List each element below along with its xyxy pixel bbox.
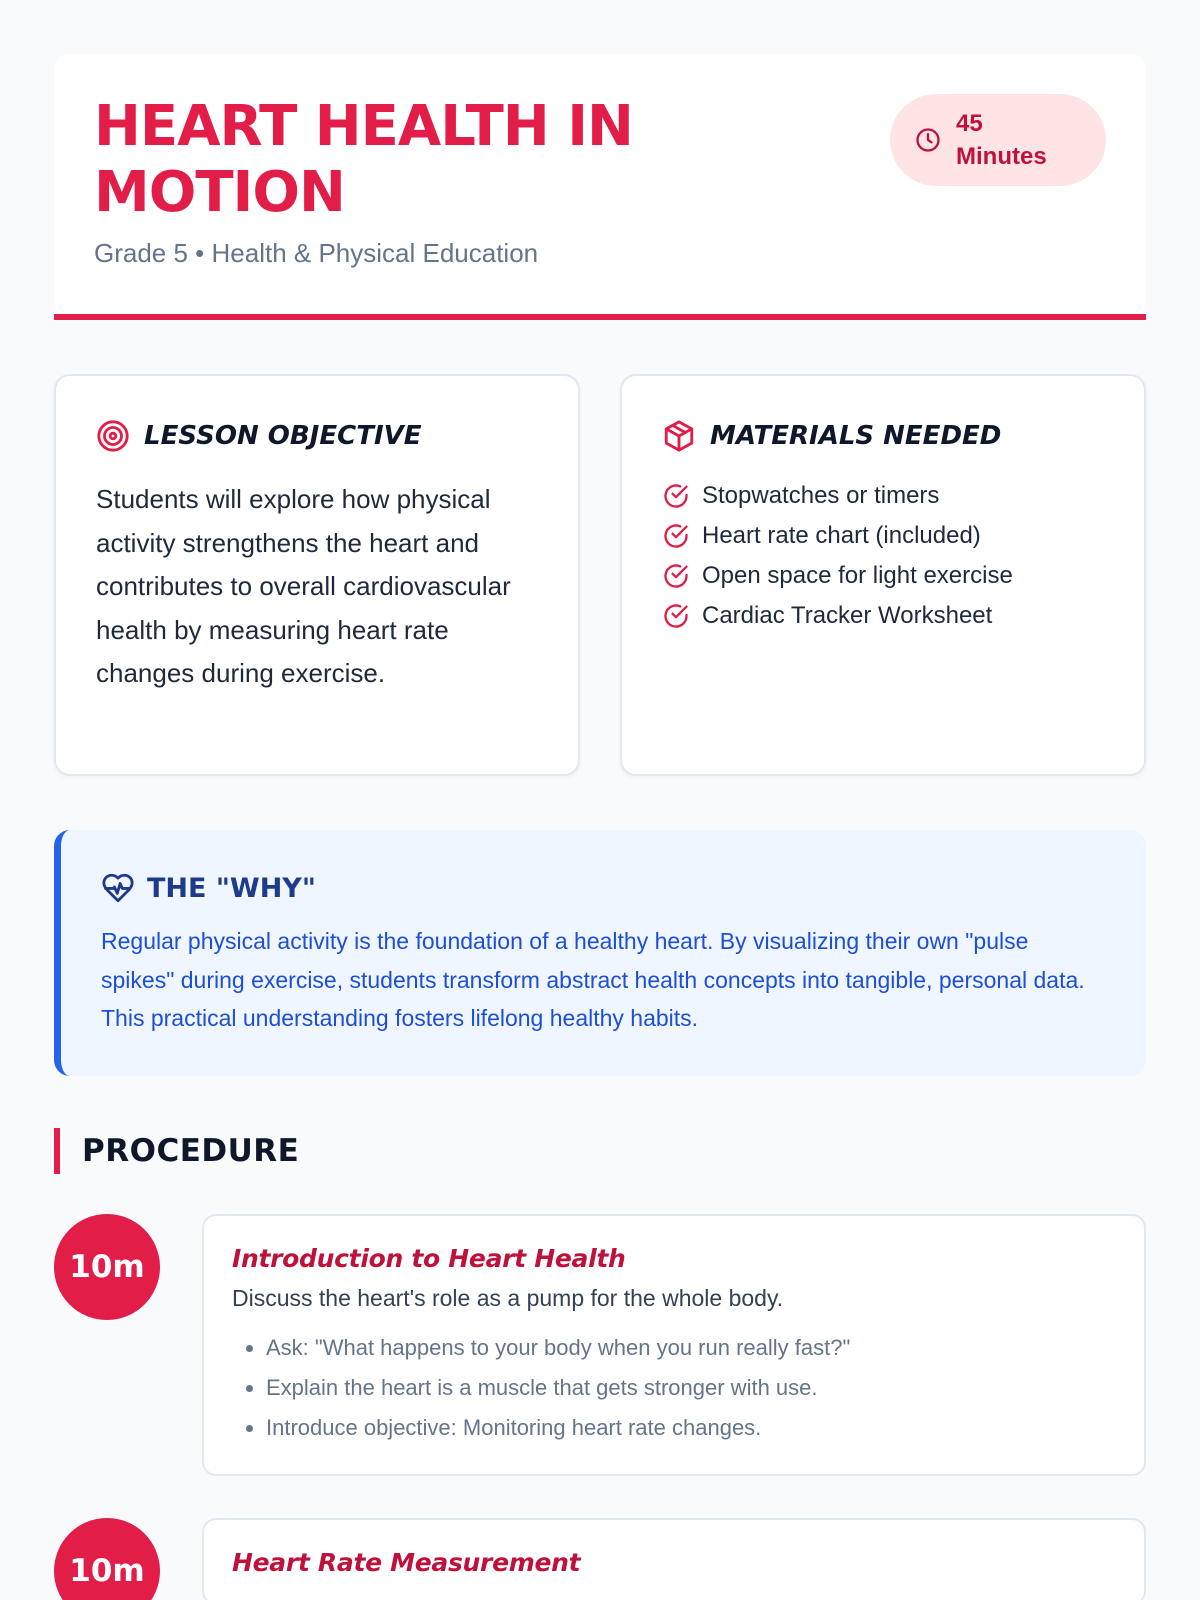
- objective-heading: [96, 416, 538, 456]
- material-label: Heart rate chart (included): [702, 522, 981, 549]
- list-item: [662, 556, 1104, 596]
- step-duration-badge: 10m: [54, 1518, 160, 1600]
- step-card: [202, 1518, 1146, 1600]
- materials-list: [662, 476, 1104, 636]
- why-heading-text: THE "WHY": [147, 872, 316, 904]
- list-item: • Explain the heart is a muscle that gets stronger with use.: [266, 1368, 1116, 1408]
- list-item: [662, 476, 1104, 516]
- objective-text: Students will explore how physical activity strengthens the heart and contributes to overall cardiovascular health by measuring heart rate changes during exercise.: [96, 484, 511, 688]
- material-label: Stopwatches or timers: [702, 482, 940, 509]
- material-label: Open space for light exercise: [702, 562, 1013, 589]
- clock-icon: [914, 126, 942, 154]
- procedure-heading: PROCEDURE: [54, 1128, 1146, 1174]
- list-item: [662, 516, 1104, 556]
- page-title: HEART HEALTH IN MOTION: [94, 94, 633, 225]
- procedure-step: [54, 1518, 1146, 1600]
- check-circle-icon: [662, 522, 690, 550]
- objective-card: [54, 374, 580, 776]
- list-item: • Introduce objective: Monitoring heart rate changes.: [266, 1408, 1116, 1448]
- check-circle-icon: [662, 602, 690, 630]
- why-callout: [54, 830, 1146, 1076]
- overview-cards: [54, 374, 1146, 776]
- why-heading: [101, 870, 1106, 906]
- materials-card: [620, 374, 1146, 776]
- duration-label: 45 Minutes: [956, 110, 1047, 170]
- objective-heading-text: LESSON OBJECTIVE: [144, 421, 422, 451]
- materials-heading-text: MATERIALS NEEDED: [710, 421, 1002, 451]
- step-title: Heart Rate Measurement: [232, 1548, 581, 1577]
- list-item: [662, 596, 1104, 636]
- step-duration-badge: 10m: [54, 1214, 160, 1320]
- header-card: [54, 54, 1146, 320]
- procedure-step: [54, 1214, 1146, 1476]
- step-points: [232, 1328, 1116, 1448]
- materials-heading: [662, 416, 1104, 456]
- check-circle-icon: [662, 562, 690, 590]
- material-label: Cardiac Tracker Worksheet: [702, 602, 993, 629]
- why-text: Regular physical activity is the foundation of a healthy heart. By visualizing their own "pulse spikes" during exercise, students transform abstract health concepts into tangible, personal data. This practical understanding fosters lifelong healthy habits.: [101, 928, 1085, 1031]
- step-card: [202, 1214, 1146, 1476]
- list-item: • Ask: "What happens to your body when you run really fast?": [266, 1328, 1116, 1368]
- check-circle-icon: [662, 482, 690, 510]
- step-title: Introduction to Heart Health: [232, 1244, 626, 1273]
- procedure-steps: [54, 1214, 1146, 1600]
- heart-pulse-icon: [101, 871, 135, 905]
- package-icon: [662, 419, 696, 453]
- target-icon: [96, 419, 130, 453]
- step-description: Discuss the heart's role as a pump for the whole body.: [232, 1285, 784, 1311]
- page-subtitle: Grade 5 • Health & Physical Education: [94, 238, 539, 268]
- duration-badge: [890, 94, 1106, 186]
